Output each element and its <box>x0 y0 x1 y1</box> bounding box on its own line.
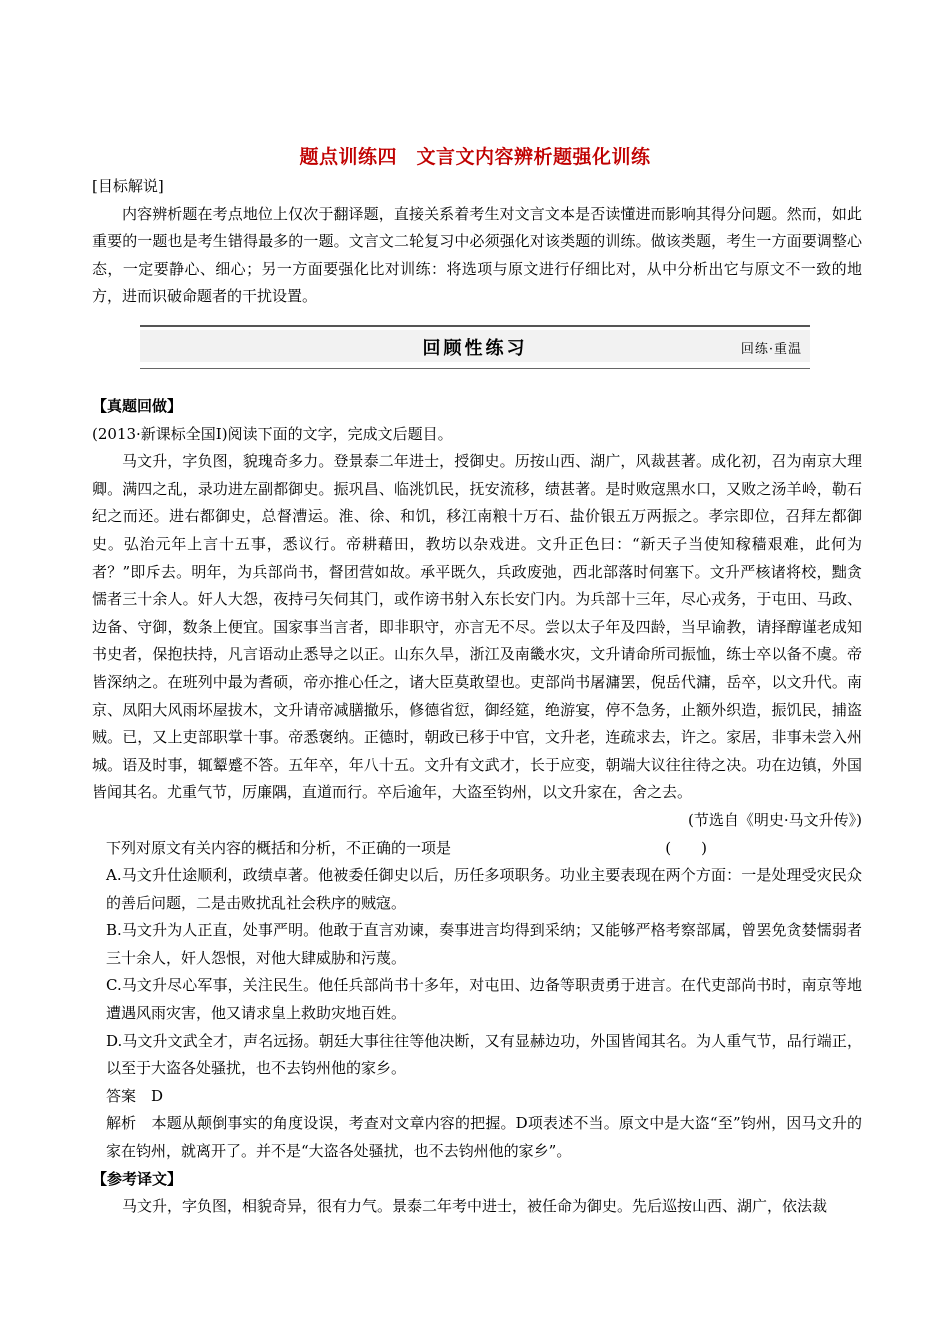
banner-label: 回顾性练习 <box>422 338 528 359</box>
section1-heading: 【真题回做】 <box>92 397 183 415</box>
option-a: A.马文升仕途顺利，政绩卓著。他被委任御史以后，历任多项职务。功业主要表现在两个方面：一是处理受灾民众的善后问题，二是击败扰乱社会秩序的贼寇。 <box>106 866 862 912</box>
section2-heading: 【参考译文】 <box>92 1169 183 1188</box>
option-d: D.马文升文武全才，声名远扬。朝廷大事往往等他决断，又有显赫边功，外国皆闻其名。为人重气节，品行端正，以至于大盗各处骚扰，也不去钧州他的家乡。 <box>106 1031 862 1078</box>
analysis-text: 解析 本题从颠倒事实的角度设误，考查对文章内容的把握。D项表述不当。原文中是大盗“至”钧州，因马文升的家在钧州，就离开了。并不是“大盗各处骚扰，也不去钧州他的家乡”。 <box>106 1114 862 1161</box>
translation-text: 马文升，字负图，相貌奇异，很有力气。景泰二年考中进士，被任命为御史。先后巡按山西、湖广，依法裁 <box>122 1197 828 1216</box>
page-title: 题点训练四 文言文内容辨析题强化训练 <box>299 146 651 168</box>
answer-paren: ( ) <box>665 838 707 857</box>
banner-bottom-rule <box>140 368 810 369</box>
classical-passage: 马文升，字负图，貌瑰奇多力。登景泰二年进士，授御史。历按山西、湖广，风裁甚著。成化初，召为南京大理卿。满四之乱，录功进左副都御史。振巩昌、临洮饥民，抚安流移，绩甚著。是时败寇黑水口，又败之汤羊岭，勒石纪之而还。进右都御史，总督漕运。淮、徐、和饥，移江南粮十万石、盐价银五万两振之。孝宗即位，召拜左都御史。弘治元年上言十五事，悉议行。帝耕藉田，教坊以杂戏进。文升正色曰：“新天子当使知稼穑艰难，此何为者？”即斥去。明年，为兵部尚书，督团营如故。承平既久，兵政废弛，西北部落时伺塞下。文升严核诸将校，黜贪懦者三十余人。奸人大怨，夜持弓矢伺其门，或作谤书射入东长安门内。为兵部十三年，尽心戎务，于屯田、马政、边备、守御，数条上便宜。国家事当言者，即非职守，亦言无不尽。尝以太子年及四龄，当早谕教，请择醇谨老成知书史者，保抱扶持，凡言语动止悉导之以正。山东久旱，浙江及南畿水灾，文升请命所司振恤，练士卒以备不虞。帝皆深纳之。在班列中最为耆硕，帝亦推心任之，诸大臣莫敢望也。吏部尚书屠滽罢，倪岳代滽，岳卒，以文升代。南京、凤阳大风雨坏屋拔木，文升请帝减膳撤乐，修德省愆，御经筵，绝游宴，停不急务，止额外织造，振饥民，捕盗贼。已，又上吏部职掌十事。帝悉褒纳。正德时，朝政已移于中官，文升老，连疏求去，许之。家居，非事未尝入州城。语及时事，辄颦蹙不答。五年卒，年八十五。文升有文武才，长于应变，朝端大议往往待之决。功在边镇，外国皆闻其名。尤重气节，厉廉隅，直道而行。卒后逾年，大盗至钧州，以文升家在，舍之去。 <box>92 452 862 802</box>
question-text: 下列对原文有关内容的概括和分析，不正确的一项是 <box>106 838 452 857</box>
banner-sub: 回练·重温 <box>740 342 802 357</box>
option-b: B.马文升为人正直，处事严明。他敢于直言劝谏，奏事进言均得到采纳；又能够严格考察部属，曾罢免贪婪懦弱者三十余人，奸人怨恨，对他大肆威胁和污蔑。 <box>106 921 862 967</box>
goal-section <box>92 173 862 311</box>
passage-source: (节选自《明史·马文升传》) <box>688 810 862 829</box>
banner-top-rule <box>140 325 810 327</box>
section1-intro: (2013·新课标全国Ⅰ)阅读下面的文字，完成文后题目。 <box>92 424 453 443</box>
answer-line: 答案 D <box>106 1086 164 1105</box>
option-c: C.马文升尽心军事，关注民生。他任兵部尚书十多年，对屯田、边备等职责勇于进言。在代吏部尚书时，南京等地遭遇风雨灾害，他又请求皇上救助灾地百姓。 <box>106 976 862 1023</box>
goal-heading: [目标解说] <box>92 177 164 195</box>
goal-text: 内容辨析题在考点地位上仅次于翻译题，直接关系着考生对文言文本是否读懂进而影响其得分问题。然而，如此重要的一题也是考生错得最多的一题。文言文二轮复习中必须强化对该类题的训练。做该类题，考生一方面要调整心态，一定要静心、细心；另一方面要强化比对训练：将选项与原文进行仔细比对，从中分析出它与原文不一致的地方，进而识破命题者的干扰设置。 <box>92 204 862 306</box>
review-banner <box>140 325 810 369</box>
section-real-exam <box>92 393 862 1221</box>
question-row <box>92 835 862 863</box>
